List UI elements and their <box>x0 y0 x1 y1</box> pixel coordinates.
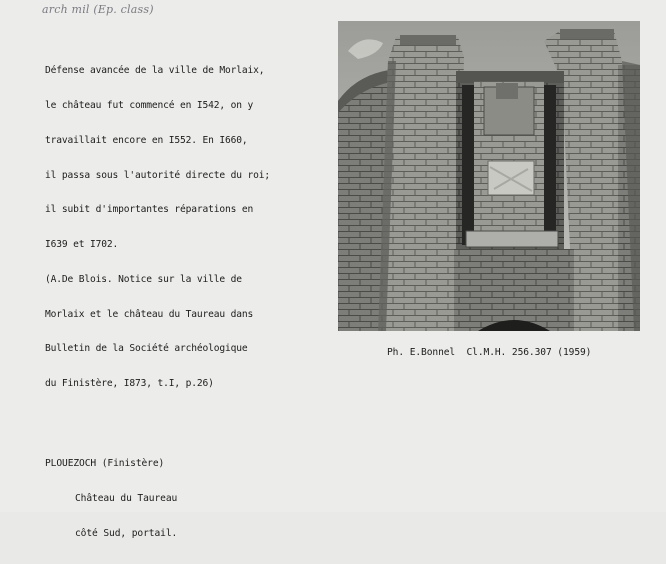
notice-line: il passa sous l'autorité directe du roi; <box>45 169 271 181</box>
handwritten-annotation: arch mil (Ep. class) <box>42 3 154 16</box>
photo-credit <box>387 347 591 358</box>
caption-building: Château du Taureau <box>75 492 178 504</box>
photo-reference: Cl.M.H. 256.307 (1959) <box>466 347 592 358</box>
photographer: Ph. E.Bonnel <box>387 347 456 358</box>
notice-line: travaillait encore en I552. En I660, <box>45 134 248 146</box>
notice-line: il subit d'importantes réparations en <box>45 204 254 216</box>
caption <box>45 434 177 564</box>
lower-wall <box>454 249 574 331</box>
notice-line: I639 et I702. <box>45 239 119 251</box>
castle-gateway-photo <box>338 21 640 331</box>
notice-line: du Finistère, I873, t.I, p.26) <box>45 378 214 390</box>
historical-notice <box>45 42 327 413</box>
notice-line: Bulletin de la Société archéologique <box>45 343 248 355</box>
notice-line: Défense avancée de la ville de Morlaix, <box>45 65 265 77</box>
caption-view: côté Sud, portail. <box>75 528 178 540</box>
notice-line: le château fut commencé en I542, on y <box>45 99 254 111</box>
notice-line: (A.De Blois. Notice sur la ville de <box>45 273 242 285</box>
caption-place: PLOUEZOCH (Finistère) <box>45 457 165 469</box>
notice-line: Morlaix et le château du Taureau dans <box>45 308 254 320</box>
